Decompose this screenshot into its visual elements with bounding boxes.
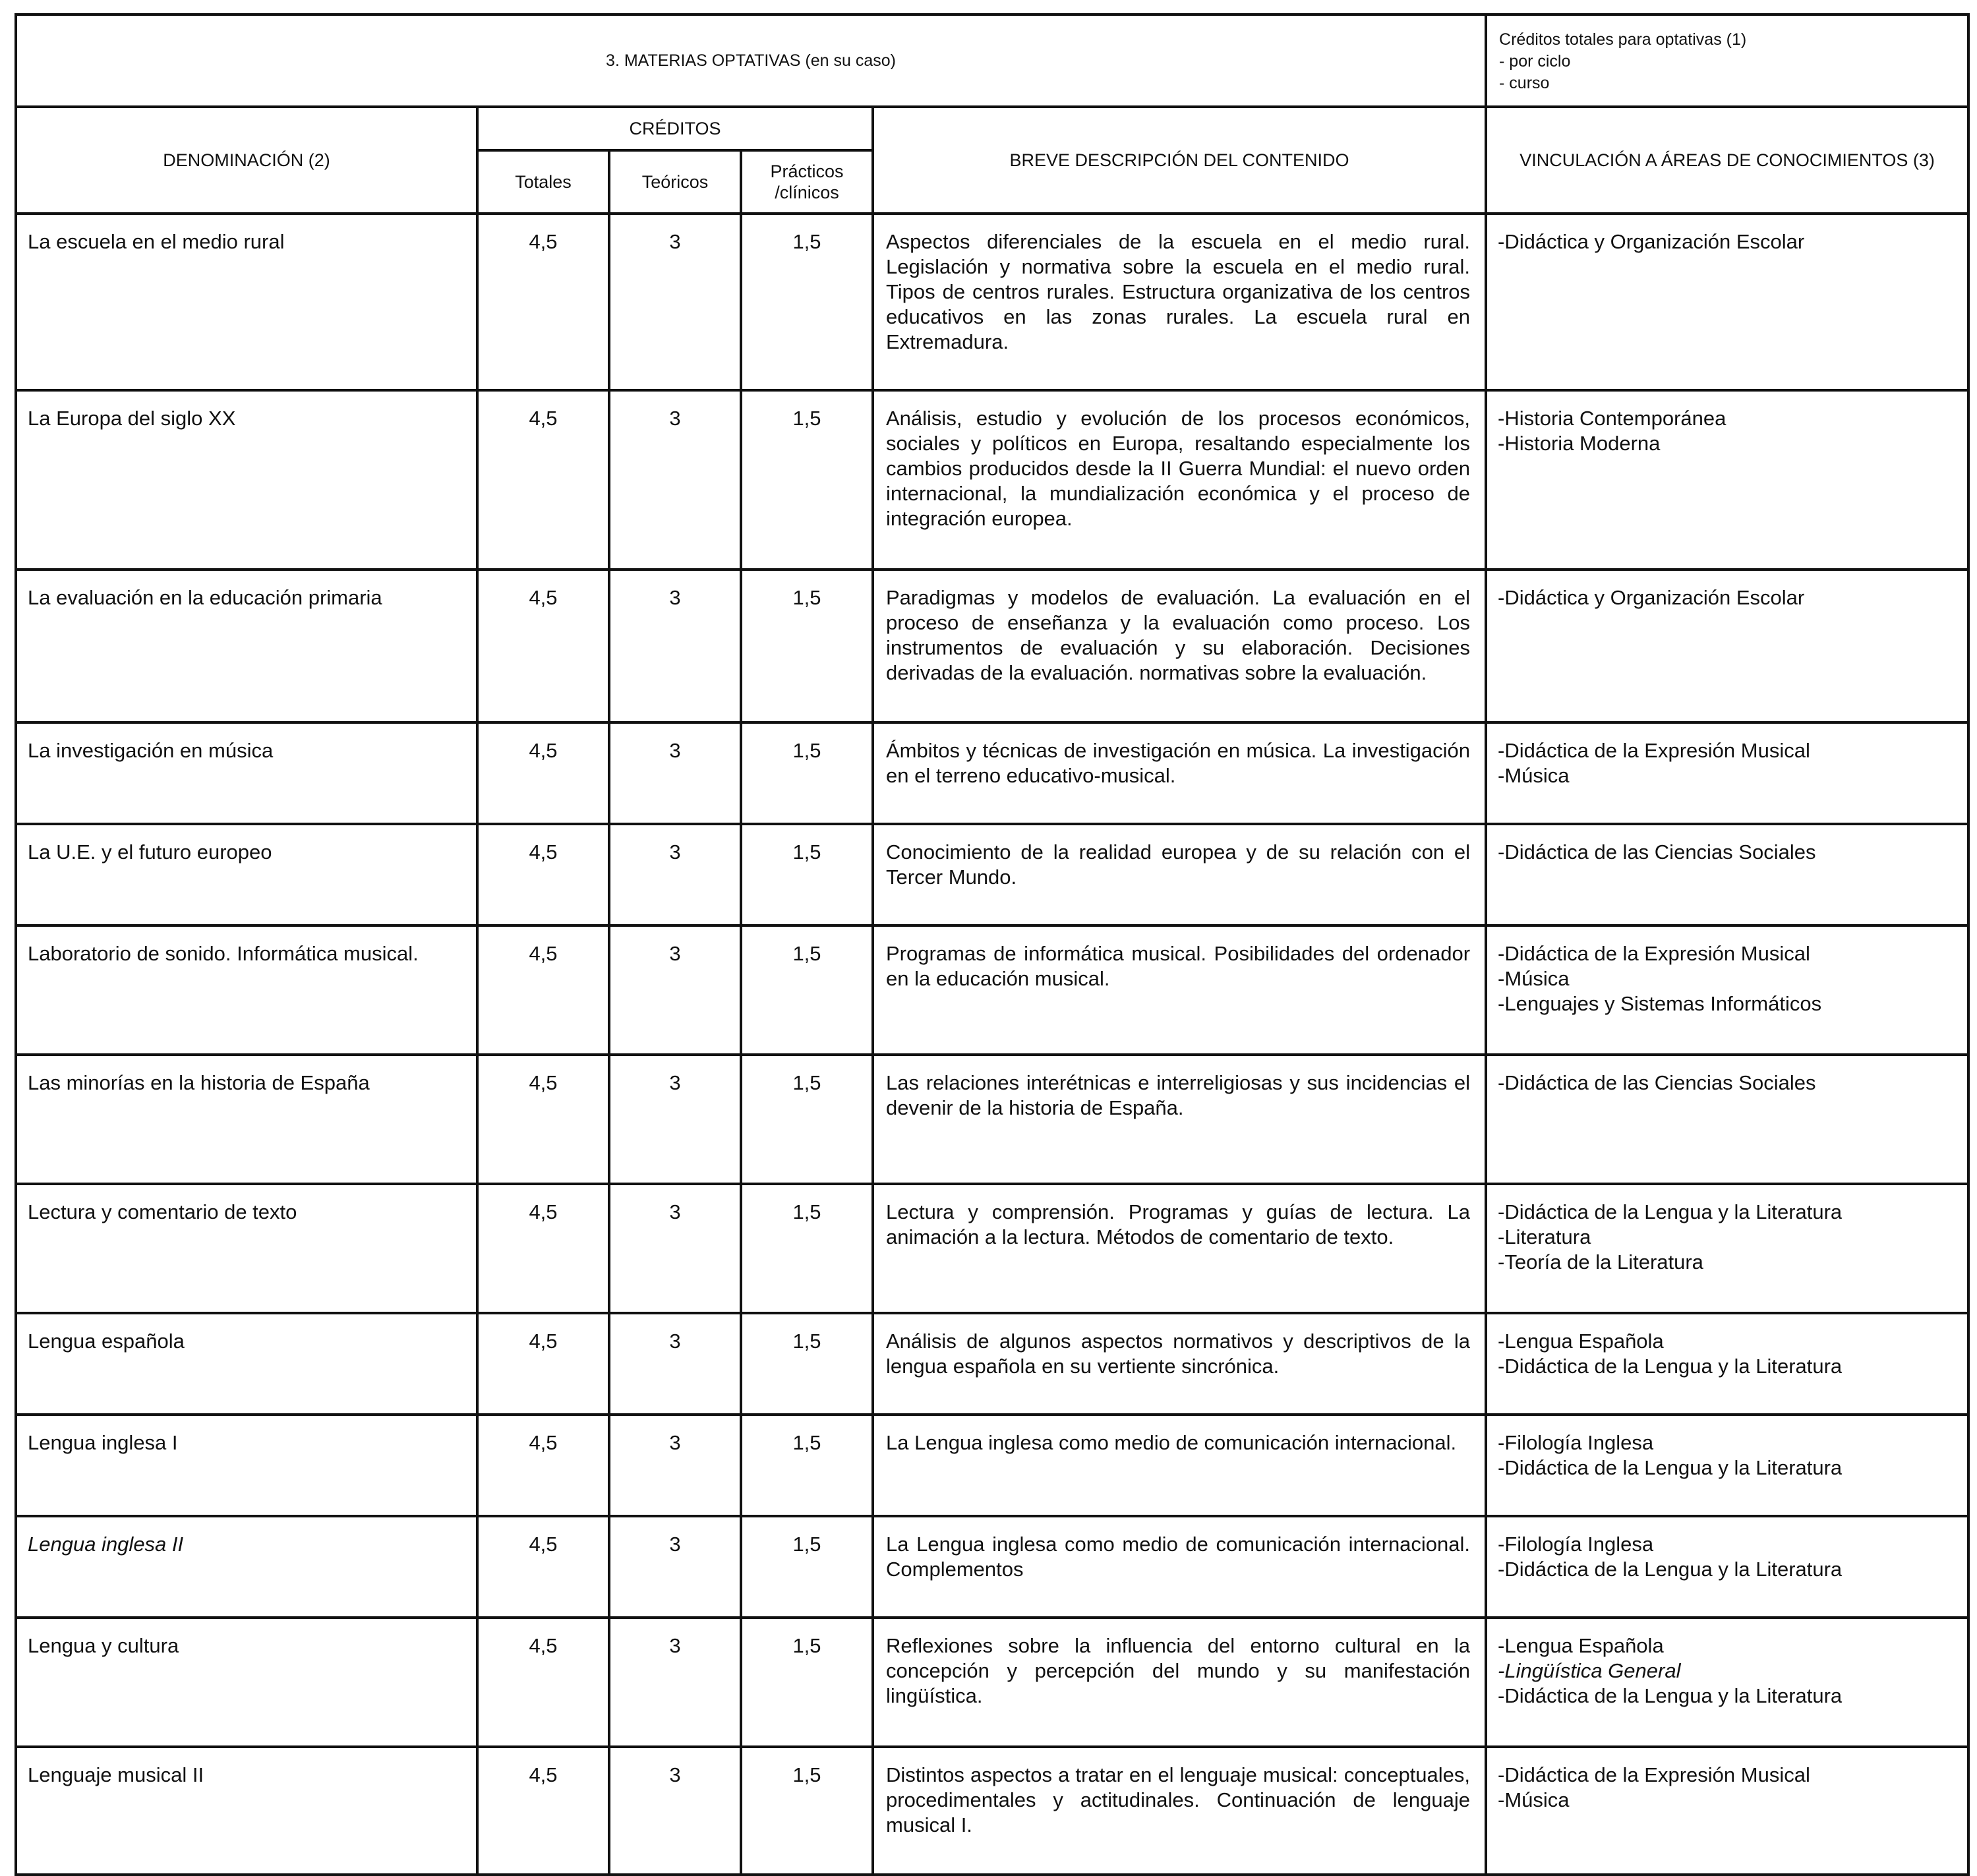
- credits-practicos: 1,5: [741, 1747, 873, 1875]
- area-item: -Didáctica de la Expresión Musical: [1498, 1763, 1810, 1786]
- subject-name: Lengua española: [16, 1313, 477, 1415]
- credits-practicos: 1,5: [741, 390, 873, 570]
- table-row: [16, 1618, 1968, 1747]
- credits-practicos: 1,5: [741, 1415, 873, 1516]
- credits-totales: 4,5: [477, 824, 609, 925]
- credits-totales: 4,5: [477, 214, 609, 390]
- area-item: -Música: [1498, 764, 1570, 787]
- table-row: [16, 1313, 1968, 1415]
- area-item: -Didáctica y Organización Escolar: [1498, 586, 1805, 609]
- area-item: -Lengua Española: [1498, 1634, 1664, 1657]
- credits-practicos: 1,5: [741, 570, 873, 722]
- credits-totales: 4,5: [477, 570, 609, 722]
- credits-totales: 4,5: [477, 925, 609, 1055]
- content-description: Aspectos diferenciales de la escuela en el medio rural. Legislación y normativa sobre la escuela en el medio rural. Tipos de centros rurales. Estructura organizativa de los centros educativos en las zonas rurales. La escuela rural en Extremadura.: [873, 214, 1486, 390]
- area-item: -Lingüística General: [1498, 1659, 1681, 1682]
- area-item: -Lenguajes y Sistemas Informáticos: [1498, 992, 1822, 1015]
- column-header-row: [16, 107, 1968, 150]
- content-description: Programas de informática musical. Posibilidades del ordenador en la educación musical.: [873, 925, 1486, 1055]
- credits-practicos: 1,5: [741, 1184, 873, 1313]
- area-item: -Didáctica de la Lengua y la Literatura: [1498, 1200, 1843, 1223]
- area-item: -Teoría de la Literatura: [1498, 1250, 1703, 1274]
- subject-name: Lenguaje musical II: [16, 1747, 477, 1875]
- knowledge-areas: [1486, 1415, 1968, 1516]
- col-denominacion: DENOMINACIÓN (2): [16, 107, 477, 214]
- credits-teoricos: 3: [609, 722, 741, 824]
- knowledge-areas: [1486, 925, 1968, 1055]
- credits-teoricos: 3: [609, 390, 741, 570]
- content-description: Distintos aspectos a tratar en el lenguaje musical: conceptuales, procedimentales y actitudinales. Continuación de lenguaje musical I.: [873, 1747, 1486, 1875]
- subject-name: Laboratorio de sonido. Informática musical.: [16, 925, 477, 1055]
- area-item: -Didáctica de la Lengua y la Literatura: [1498, 1456, 1843, 1479]
- col-creditos: CRÉDITOS: [477, 107, 873, 150]
- table-row: [16, 1184, 1968, 1313]
- optativas-table: [15, 13, 1970, 1876]
- content-description: Reflexiones sobre la influencia del entorno cultural en la concepción y percepción del mundo y su manifestación lingüística.: [873, 1618, 1486, 1747]
- credits-teoricos: 3: [609, 214, 741, 390]
- credits-totales: 4,5: [477, 1184, 609, 1313]
- table-row: [16, 214, 1968, 390]
- table-row: [16, 390, 1968, 570]
- knowledge-areas: [1486, 570, 1968, 722]
- table-row: [16, 722, 1968, 824]
- area-item: -Historia Moderna: [1498, 432, 1661, 455]
- table-row: [16, 1516, 1968, 1618]
- credits-totales: 4,5: [477, 390, 609, 570]
- col-descripcion: BREVE DESCRIPCIÓN DEL CONTENIDO: [873, 107, 1486, 214]
- credits-totales: 4,5: [477, 1415, 609, 1516]
- document-page: [15, 13, 1970, 1876]
- credits-totales: 4,5: [477, 1618, 609, 1747]
- knowledge-areas: [1486, 1184, 1968, 1313]
- content-description: La Lengua inglesa como medio de comunicación internacional. Complementos: [873, 1516, 1486, 1618]
- credits-practicos: 1,5: [741, 214, 873, 390]
- area-item: -Música: [1498, 967, 1570, 990]
- knowledge-areas: [1486, 1055, 1968, 1184]
- credits-teoricos: 3: [609, 1313, 741, 1415]
- content-description: Ámbitos y técnicas de investigación en música. La investigación en el terreno educativo-musical.: [873, 722, 1486, 824]
- table-row: [16, 1747, 1968, 1875]
- credits-teoricos: 3: [609, 1055, 741, 1184]
- area-item: -Didáctica y Organización Escolar: [1498, 230, 1805, 253]
- subject-name: La investigación en música: [16, 722, 477, 824]
- table-row: [16, 1055, 1968, 1184]
- area-item: -Didáctica de las Ciencias Sociales: [1498, 1071, 1816, 1094]
- credits-teoricos: 3: [609, 925, 741, 1055]
- credits-teoricos: 3: [609, 1415, 741, 1516]
- credits-total-label: Créditos totales para optativas (1): [1499, 30, 1747, 49]
- credits-practicos: 1,5: [741, 1516, 873, 1618]
- credits-totales: 4,5: [477, 722, 609, 824]
- por-ciclo-label: - por ciclo: [1499, 52, 1571, 71]
- area-item: -Didáctica de las Ciencias Sociales: [1498, 840, 1816, 864]
- credits-totales: 4,5: [477, 1313, 609, 1415]
- table-body: [16, 214, 1968, 1875]
- credits-teoricos: 3: [609, 1618, 741, 1747]
- knowledge-areas: [1486, 214, 1968, 390]
- curso-label: - curso: [1499, 74, 1550, 92]
- content-description: Conocimiento de la realidad europea y de su relación con el Tercer Mundo.: [873, 824, 1486, 925]
- table-row: [16, 1415, 1968, 1516]
- knowledge-areas: [1486, 1516, 1968, 1618]
- credits-practicos: 1,5: [741, 824, 873, 925]
- subject-name: Lectura y comentario de texto: [16, 1184, 477, 1313]
- content-description: Lectura y comprensión. Programas y guías de lectura. La animación a la lectura. Métodos de comentario de texto.: [873, 1184, 1486, 1313]
- area-item: -Didáctica de la Lengua y la Literatura: [1498, 1684, 1843, 1707]
- col-vinculacion: VINCULACIÓN A ÁREAS DE CONOCIMIENTOS (3): [1486, 107, 1968, 214]
- header-row: [16, 15, 1968, 107]
- subject-name: La evaluación en la educación primaria: [16, 570, 477, 722]
- credits-practicos: 1,5: [741, 1055, 873, 1184]
- area-item: -Lengua Española: [1498, 1330, 1664, 1353]
- credits-totales: 4,5: [477, 1055, 609, 1184]
- knowledge-areas: [1486, 390, 1968, 570]
- area-item: -Filología Inglesa: [1498, 1533, 1654, 1556]
- credits-total-box: [1486, 15, 1968, 107]
- credits-teoricos: 3: [609, 1747, 741, 1875]
- area-item: -Didáctica de la Expresión Musical: [1498, 942, 1810, 965]
- table-row: [16, 570, 1968, 722]
- credits-teoricos: 3: [609, 1184, 741, 1313]
- content-description: Análisis, estudio y evolución de los procesos económicos, sociales y políticos en Europa, resaltando especialmente los cambios producidos desde la II Guerra Mundial: el nuevo orden internacional, la mundialización económica y el proceso de integración europea.: [873, 390, 1486, 570]
- table-row: [16, 824, 1968, 925]
- credits-teoricos: 3: [609, 570, 741, 722]
- content-description: Paradigmas y modelos de evaluación. La evaluación en el proceso de enseñanza y la evaluación como proceso. Los instrumentos de evaluación y su elaboración. Decisiones derivadas de la evaluación. normativas sobre la evaluación.: [873, 570, 1486, 722]
- credits-practicos: 1,5: [741, 722, 873, 824]
- credits-totales: 4,5: [477, 1516, 609, 1618]
- area-item: -Música: [1498, 1788, 1570, 1811]
- col-totales: Totales: [477, 150, 609, 214]
- knowledge-areas: [1486, 1747, 1968, 1875]
- area-item: -Historia Contemporánea: [1498, 407, 1726, 430]
- knowledge-areas: [1486, 1313, 1968, 1415]
- area-item: -Literatura: [1498, 1225, 1591, 1248]
- knowledge-areas: [1486, 824, 1968, 925]
- subject-name: Lengua inglesa II: [16, 1516, 477, 1618]
- subject-name: Las minorías en la historia de España: [16, 1055, 477, 1184]
- table-row: [16, 925, 1968, 1055]
- area-item: -Didáctica de la Lengua y la Literatura: [1498, 1355, 1843, 1378]
- subject-name: Lengua y cultura: [16, 1618, 477, 1747]
- knowledge-areas: [1486, 1618, 1968, 1747]
- col-teoricos: Teóricos: [609, 150, 741, 214]
- credits-practicos: 1,5: [741, 925, 873, 1055]
- section-title: 3. MATERIAS OPTATIVAS (en su caso): [16, 15, 1486, 107]
- content-description: Las relaciones interétnicas e interreligiosas y sus incidencias el devenir de la historia de España.: [873, 1055, 1486, 1184]
- area-item: -Didáctica de la Expresión Musical: [1498, 739, 1810, 762]
- col-practicos: Prácticos /clínicos: [741, 150, 873, 214]
- credits-totales: 4,5: [477, 1747, 609, 1875]
- area-item: -Didáctica de la Lengua y la Literatura: [1498, 1558, 1843, 1581]
- subject-name: La U.E. y el futuro europeo: [16, 824, 477, 925]
- subject-name: La escuela en el medio rural: [16, 214, 477, 390]
- credits-practicos: 1,5: [741, 1618, 873, 1747]
- credits-teoricos: 3: [609, 1516, 741, 1618]
- knowledge-areas: [1486, 722, 1968, 824]
- area-item: -Filología Inglesa: [1498, 1431, 1654, 1454]
- content-description: Análisis de algunos aspectos normativos y descriptivos de la lengua española en su vertiente sincrónica.: [873, 1313, 1486, 1415]
- subject-name: La Europa del siglo XX: [16, 390, 477, 570]
- content-description: La Lengua inglesa como medio de comunicación internacional.: [873, 1415, 1486, 1516]
- subject-name: Lengua inglesa I: [16, 1415, 477, 1516]
- credits-practicos: 1,5: [741, 1313, 873, 1415]
- credits-teoricos: 3: [609, 824, 741, 925]
